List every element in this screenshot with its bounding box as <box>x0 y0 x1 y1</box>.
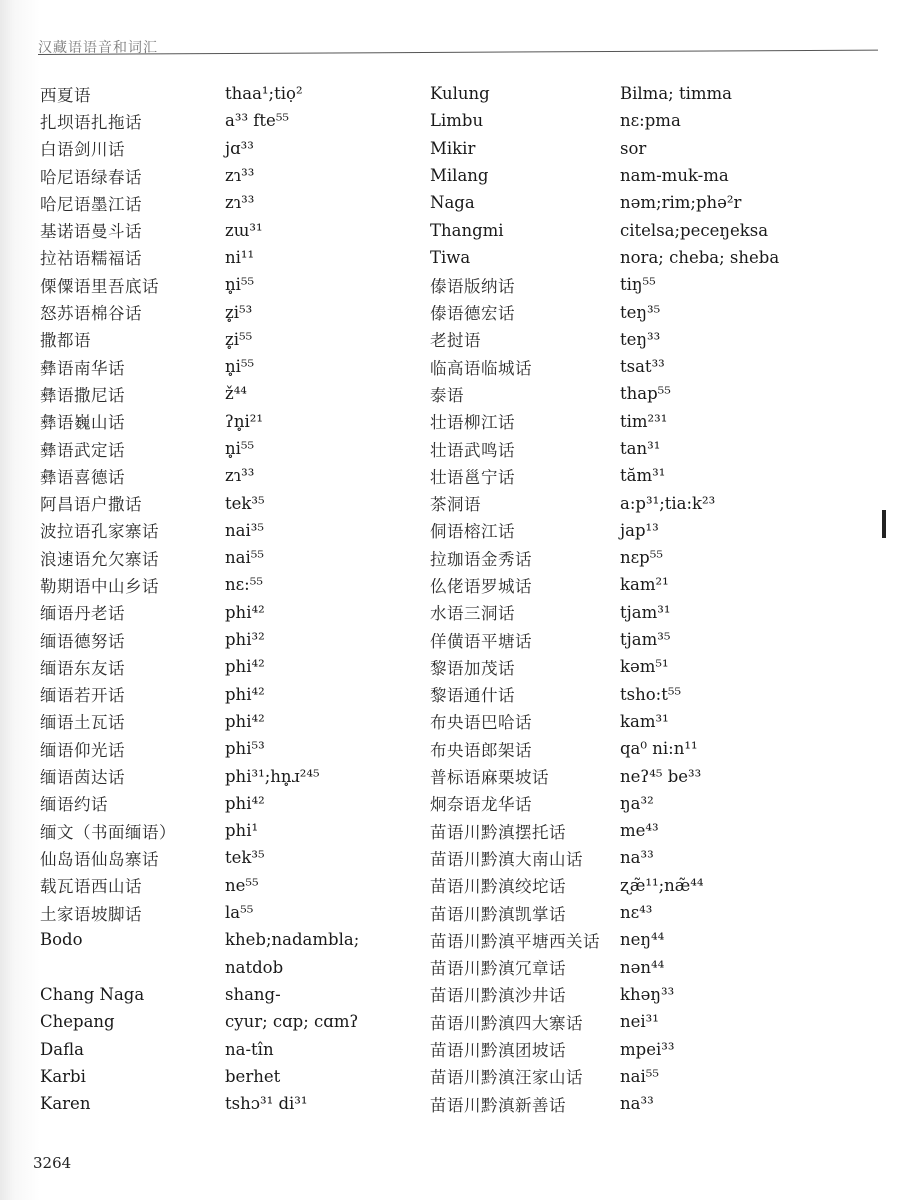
word-form: nɛ:pma <box>620 111 681 131</box>
language-name: 苗语川黔滇汪家山话 <box>430 1068 583 1088</box>
language-name: 茶洞语 <box>430 495 481 515</box>
language-name: Milang <box>430 166 489 186</box>
word-form: a:p³¹;tia:k²³ <box>620 493 716 513</box>
entry-row <box>430 189 870 216</box>
language-name: 黎语通什话 <box>430 686 515 706</box>
word-form: nei³¹ <box>620 1012 659 1032</box>
language-name: Limbu <box>430 111 484 131</box>
word-form: neʔ⁴⁵ be³³ <box>620 766 702 786</box>
word-form: phi⁴² <box>225 711 265 731</box>
entry-row <box>430 762 870 789</box>
language-name: 壮语邕宁话 <box>430 467 515 487</box>
entry-row <box>40 107 480 134</box>
entry-row <box>430 408 870 435</box>
word-form: nəm;rim;phə²r <box>620 193 742 213</box>
word-form: ʔn̥i²¹ <box>225 411 263 431</box>
word-form: z̥i⁵³ <box>225 302 253 322</box>
word-form: cyur; cɑp; cɑmʔ <box>225 1012 359 1032</box>
word-form: la⁵⁵ <box>225 903 254 923</box>
word-form: thap⁵⁵ <box>620 384 671 404</box>
entry-row <box>430 244 870 271</box>
word-form: nɛ:⁵⁵ <box>225 575 263 595</box>
entry-row <box>430 435 870 462</box>
entry-row <box>40 326 480 353</box>
language-name: 载瓦语西山话 <box>40 877 142 897</box>
language-name: Naga <box>430 193 475 213</box>
entry-row <box>40 135 480 162</box>
language-name: 缅语丹老话 <box>40 604 125 624</box>
entry-row <box>430 298 870 325</box>
word-form: phi⁴² <box>225 602 265 622</box>
entry-row <box>40 462 480 489</box>
word-form: jap¹³ <box>620 520 659 540</box>
language-name: 缅语土瓦话 <box>40 713 125 733</box>
language-name: Kulung <box>430 84 490 104</box>
entry-row <box>40 244 480 271</box>
entry-row <box>430 353 870 380</box>
word-form: thaa¹;tiọ² <box>225 84 303 104</box>
entry-row <box>40 1008 480 1035</box>
word-form: nora; cheba; sheba <box>620 247 780 267</box>
language-name: 缅语仰光话 <box>40 740 125 760</box>
entry-row <box>40 435 480 462</box>
word-form: khəŋ³³ <box>620 984 675 1004</box>
language-name: 临高语临城话 <box>430 358 532 378</box>
language-name: 苗语川黔滇冗章话 <box>430 959 566 979</box>
right-column <box>430 80 870 1117</box>
language-name: Karbi <box>40 1066 86 1086</box>
word-form: ʐæ̃¹¹;næ̃⁴⁴ <box>620 875 704 895</box>
language-name: 仫佬语罗城话 <box>430 576 532 596</box>
language-name: Karen <box>40 1094 91 1114</box>
word-form: kəm⁵¹ <box>620 657 669 677</box>
entry-row <box>40 1090 480 1117</box>
word-form: teŋ³⁵ <box>620 302 661 322</box>
word-form: nɛ⁴³ <box>620 903 653 923</box>
word-form: tan³¹ <box>620 439 661 458</box>
word-form: ni¹¹ <box>225 247 255 267</box>
language-name: 仙岛语仙岛寨话 <box>40 849 159 869</box>
language-name: 苗语川黔滇团坡话 <box>430 1041 566 1061</box>
entry-row <box>40 298 480 325</box>
word-form: tjam³⁵ <box>620 630 671 650</box>
language-name: 壮语柳江话 <box>430 413 515 433</box>
entry-row <box>40 844 480 871</box>
entry-row <box>430 107 870 134</box>
language-name: 缅语若开话 <box>40 686 125 706</box>
entry-row <box>430 599 870 626</box>
word-form: kam³¹ <box>620 711 669 731</box>
language-name: 拉祜语糯福话 <box>40 249 142 269</box>
entry-row <box>40 353 480 380</box>
language-name: 彝语喜德话 <box>40 467 125 487</box>
language-name: 缅语德努话 <box>40 631 125 651</box>
entry-row <box>430 135 870 162</box>
entry-row <box>40 517 480 544</box>
entry-row <box>40 189 480 216</box>
language-name: 缅语约话 <box>40 795 108 815</box>
word-form: n̥i⁵⁵ <box>225 439 255 458</box>
language-name: 哈尼语墨江话 <box>40 194 142 214</box>
left-column <box>40 80 480 1117</box>
entry-row <box>430 1035 870 1062</box>
entry-row <box>430 1063 870 1090</box>
word-form: tsat³³ <box>620 357 665 377</box>
entry-row <box>40 899 480 926</box>
entry-row <box>430 653 870 680</box>
entry-row <box>40 681 480 708</box>
word-form: tjam³¹ <box>620 602 671 622</box>
language-name: 苗语川黔滇摆托话 <box>430 822 566 842</box>
entry-row <box>40 489 480 516</box>
entry-row <box>430 489 870 516</box>
entry-row <box>430 735 870 762</box>
entry-row <box>40 626 480 653</box>
entry-row <box>40 571 480 598</box>
language-name: 哈尼语绿春话 <box>40 167 142 187</box>
entry-row <box>40 790 480 817</box>
language-name: 拉珈语金秀话 <box>430 549 532 569</box>
entry-row <box>430 981 870 1008</box>
language-name: 傈僳语里吾底话 <box>40 276 159 296</box>
entry-row <box>40 1063 480 1090</box>
word-form: kam²¹ <box>620 575 669 595</box>
word-form: a³³ fte⁵⁵ <box>225 111 290 131</box>
entry-row <box>430 80 870 107</box>
word-form: nai³⁵ <box>225 520 264 540</box>
entry-row <box>40 408 480 435</box>
language-name: 怒苏语棉谷话 <box>40 304 142 324</box>
page-number: 3264 <box>33 1154 72 1172</box>
language-name: Tiwa <box>430 247 471 267</box>
entry-row <box>430 681 870 708</box>
entry-row <box>40 380 480 407</box>
word-form: Bilma; timma <box>620 84 733 104</box>
entry-row <box>40 162 480 189</box>
entry-row <box>40 544 480 571</box>
word-form: qa⁰ ni:n¹¹ <box>620 739 698 759</box>
word-form: tek³⁵ <box>225 848 265 868</box>
word-form: phi⁵³ <box>225 739 265 759</box>
word-form: phi⁴² <box>225 684 265 704</box>
word-form: na-tîn <box>225 1039 274 1059</box>
language-name: 彝语撒尼话 <box>40 385 125 405</box>
language-name: 苗语川黔滇四大寨话 <box>430 1013 583 1033</box>
entry-row <box>430 626 870 653</box>
language-name: 泰语 <box>430 385 464 405</box>
word-form: phi³² <box>225 630 265 650</box>
entry-row <box>40 271 480 298</box>
entry-row <box>40 954 480 981</box>
word-form: ŋa³² <box>620 793 654 813</box>
entry-row <box>430 844 870 871</box>
entry-row <box>40 80 480 107</box>
entry-row <box>430 926 870 953</box>
language-name: 基诺语曼斗话 <box>40 222 142 242</box>
word-form: zɿ³³ <box>225 193 255 213</box>
language-name: 傣语版纳话 <box>430 276 515 296</box>
language-name: 黎语加茂话 <box>430 658 515 678</box>
language-name: 普标语麻栗坡话 <box>430 768 549 788</box>
language-name: 苗语川黔滇凯掌话 <box>430 904 566 924</box>
language-name: Thangmi <box>430 220 504 240</box>
language-name: 勒期语中山乡话 <box>40 576 159 596</box>
word-form: berhet <box>225 1066 281 1086</box>
language-name: 土家语坡脚话 <box>40 904 142 924</box>
word-form: citelsa;peceŋeksa <box>620 220 769 240</box>
entry-row <box>430 544 870 571</box>
language-name: 炯奈语龙华话 <box>430 795 532 815</box>
entry-row <box>430 517 870 544</box>
language-name: Dafla <box>40 1039 84 1059</box>
language-name: 缅文（书面缅语） <box>40 822 176 842</box>
word-form: zɯ³¹ <box>225 220 263 240</box>
word-form: na³³ <box>620 848 654 868</box>
language-name: 侗语榕江话 <box>430 522 515 542</box>
language-name: 苗语川黔滇大南山话 <box>430 849 583 869</box>
language-name: 浪速语允欠寨话 <box>40 549 159 569</box>
language-name: 彝语武定话 <box>40 440 125 460</box>
word-form: tsho:t⁵⁵ <box>620 684 682 704</box>
language-name: 布央语巴哈话 <box>430 713 532 733</box>
language-name: 壮语武鸣话 <box>430 440 515 460</box>
entry-row <box>40 708 480 735</box>
entry-row <box>430 326 870 353</box>
word-form: kheb;nadambla; <box>225 930 360 950</box>
word-form: mpei³³ <box>620 1039 675 1059</box>
entry-row <box>430 162 870 189</box>
entry-row <box>40 762 480 789</box>
language-name: 扎坝语扎拖话 <box>40 112 142 132</box>
word-form: n̥i⁵⁵ <box>225 357 255 377</box>
language-name: 彝语巍山话 <box>40 413 125 433</box>
word-form: tăm³¹ <box>620 466 666 486</box>
language-name: 白语剑川话 <box>40 140 125 160</box>
word-form: na³³ <box>620 1094 654 1114</box>
language-name: 缅语东友话 <box>40 658 125 678</box>
entry-row <box>430 954 870 981</box>
word-form: neŋ⁴⁴ <box>620 930 665 950</box>
word-form: tim²³¹ <box>620 411 668 431</box>
entry-row <box>430 216 870 243</box>
language-name: 布央语郎架话 <box>430 740 532 760</box>
entry-row <box>430 571 870 598</box>
entry-row <box>40 981 480 1008</box>
word-form: nai⁵⁵ <box>225 548 264 568</box>
word-form: n̥i⁵⁵ <box>225 275 255 295</box>
word-form: jɑ³³ <box>225 138 254 158</box>
word-form: teŋ³³ <box>620 329 661 349</box>
word-form: zɿ³³ <box>225 166 255 186</box>
word-form: tiŋ⁵⁵ <box>620 275 656 295</box>
entry-row <box>430 462 870 489</box>
word-form: nɛp⁵⁵ <box>620 548 663 568</box>
entry-row <box>430 1008 870 1035</box>
entry-row <box>430 380 870 407</box>
word-form: nən⁴⁴ <box>620 957 665 977</box>
entry-row <box>430 899 870 926</box>
word-form: nai⁵⁵ <box>620 1066 659 1086</box>
language-name: 佯僙语平塘话 <box>430 631 532 651</box>
entry-row <box>40 216 480 243</box>
running-header: 汉藏语语音和词汇 <box>38 40 158 56</box>
language-name: 苗语川黔滇新善话 <box>430 1095 566 1115</box>
word-form: me⁴³ <box>620 821 659 841</box>
entry-row <box>430 1090 870 1117</box>
language-name: 苗语川黔滇绞坨话 <box>430 877 566 897</box>
word-form: ne⁵⁵ <box>225 875 259 895</box>
word-form: phi⁴² <box>225 793 265 813</box>
word-form: phi⁴² <box>225 657 265 677</box>
entry-row <box>430 817 870 844</box>
language-name: Chang Naga <box>40 984 145 1004</box>
word-form: tek³⁵ <box>225 493 265 513</box>
entry-row <box>430 790 870 817</box>
entry-row <box>40 872 480 899</box>
language-name: Bodo <box>40 930 83 950</box>
word-form: tshɔ³¹ di³¹ <box>225 1094 308 1114</box>
entry-row <box>40 817 480 844</box>
language-name: 撒都语 <box>40 331 91 351</box>
word-form: ž⁴⁴ <box>225 384 247 404</box>
word-form: sor <box>620 138 647 158</box>
word-form: nam-muk-ma <box>620 166 729 186</box>
language-name: 阿昌语户撒话 <box>40 495 142 515</box>
language-name: 苗语川黔滇平塘西关话 <box>430 931 600 951</box>
language-name: 苗语川黔滇沙井话 <box>430 986 566 1006</box>
word-form: phi³¹;hn̥ɹ²⁴⁵ <box>225 766 320 786</box>
language-name: 缅语茵达话 <box>40 768 125 788</box>
entry-row <box>40 599 480 626</box>
language-name: 波拉语孔家寨话 <box>40 522 159 542</box>
language-name: Chepang <box>40 1012 115 1032</box>
word-form: zɿ³³ <box>225 466 255 486</box>
entry-row <box>430 872 870 899</box>
entry-row <box>40 653 480 680</box>
language-name: Mikir <box>430 138 476 158</box>
entry-row <box>40 926 480 953</box>
language-name: 水语三洞话 <box>430 604 515 624</box>
language-name: 西夏语 <box>40 85 91 105</box>
word-form: z̥i⁵⁵ <box>225 329 253 349</box>
entry-row <box>40 1035 480 1062</box>
entry-row <box>40 735 480 762</box>
header-rule <box>38 50 878 55</box>
language-name: 彝语南华话 <box>40 358 125 378</box>
word-form: natdob <box>225 957 284 977</box>
language-name: 老挝语 <box>430 331 481 351</box>
binder-mark <box>882 510 886 538</box>
entry-row <box>430 708 870 735</box>
word-form: phi¹ <box>225 821 259 841</box>
entry-row <box>430 271 870 298</box>
word-form: shang- <box>225 984 281 1004</box>
language-name: 傣语德宏话 <box>430 304 515 324</box>
